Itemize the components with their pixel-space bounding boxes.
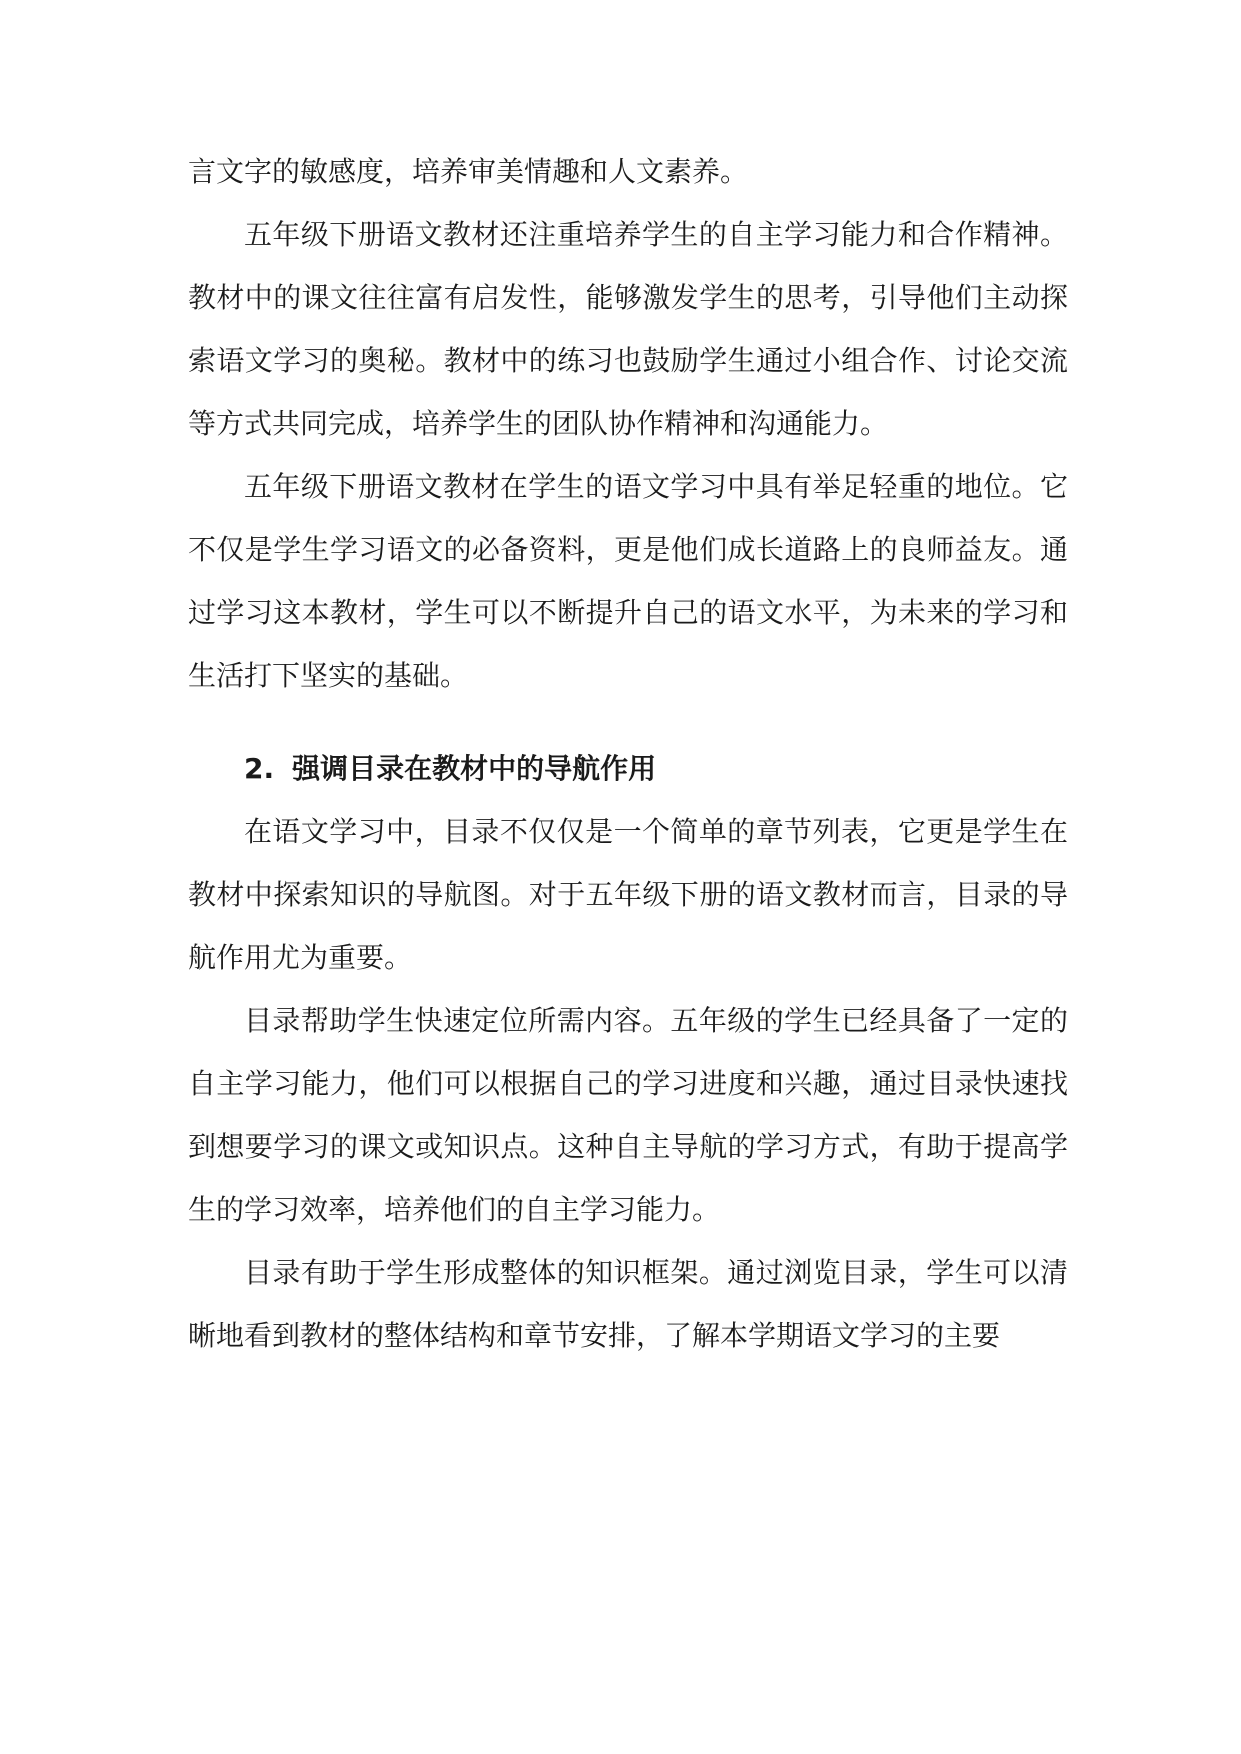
paragraph-autonomous-learning: 五年级下册语文教材还注重培养学生的自主学习能力和合作精神。教材中的课文往往富有启发性，能够激发学生的思考，引导他们主动探索语文学习的奥秘。教材中的练习也鼓励学生通过小组合作、讨论交流等方式共同完成，培养学生的团队协作精神和沟通能力。 <box>188 218 1068 440</box>
paragraph-toc-framework: 目录有助于学生形成整体的知识框架。通过浏览目录，学生可以清晰地看到教材的整体结构和章节安排，了解本学期语文学习的主要 <box>188 1256 1068 1352</box>
paragraph-toc-navigation: 在语文学习中，目录不仅仅是一个简单的章节列表，它更是学生在教材中探索知识的导航图。对于五年级下册的语文教材而言，目录的导航作用尤为重要。 <box>188 815 1068 974</box>
section-number: 2. <box>244 752 275 785</box>
document-page <box>188 140 1068 1367</box>
section-heading <box>188 737 1068 800</box>
paragraph-toc-locate: 目录帮助学生快速定位所需内容。五年级的学生已经具备了一定的自主学习能力，他们可以根据自己的学习进度和兴趣，通过目录快速找到想要学习的课文或知识点。这种自主导航的学习方式，有助于提高学生的学习效率，培养他们的自主学习能力。 <box>188 1004 1068 1226</box>
section-title: 强调目录在教材中的导航作用 <box>292 752 657 785</box>
paragraph-textbook-importance: 五年级下册语文教材在学生的语文学习中具有举足轻重的地位。它不仅是学生学习语文的必备资料，更是他们成长道路上的良师益友。通过学习这本教材，学生可以不断提升自己的语文水平，为未来的学习和生活打下坚实的基础。 <box>188 470 1068 692</box>
paragraph-continuation: 言文字的敏感度，培养审美情趣和人文素养。 <box>188 155 749 188</box>
